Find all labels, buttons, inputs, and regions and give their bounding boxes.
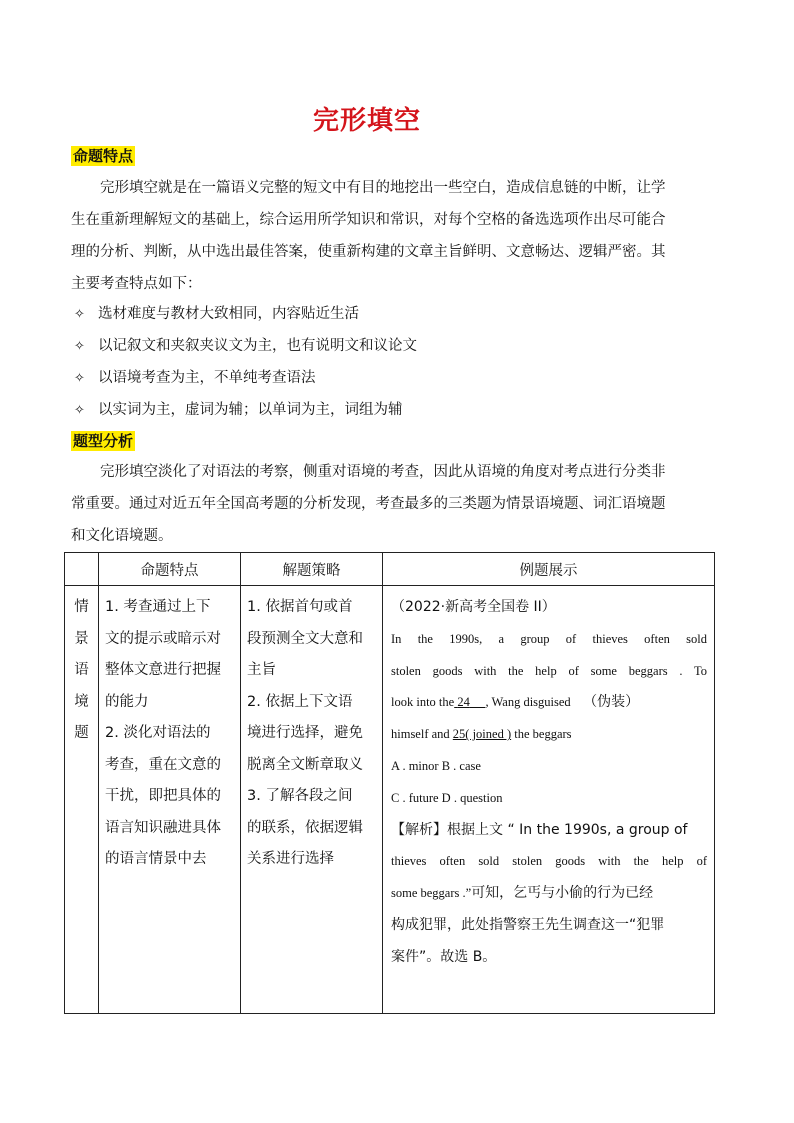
- category-char: 题: [74, 725, 89, 741]
- strategy-line: 1. 依据首句或首: [247, 599, 353, 615]
- example-text: , Wang disguised: [485, 695, 571, 710]
- intro-line: 主要考查特点如下：: [71, 276, 202, 292]
- analysis-text: 根据上文 “ In the 1990s, a group of: [447, 821, 688, 838]
- category-char: 语: [74, 662, 89, 678]
- diamond-bullet-icon: ✧: [74, 403, 85, 418]
- features-cell: [99, 586, 241, 1014]
- features-line: 文的提示或暗示对: [105, 630, 221, 647]
- strategy-line: 主旨: [247, 662, 276, 678]
- analysis-text: some beggars .”: [391, 886, 472, 901]
- bullet-text: 以实词为主，虚词为辅；以单词为主，词组为辅: [98, 402, 403, 418]
- bullet-item: [74, 336, 417, 357]
- bullet-item: [74, 400, 403, 421]
- features-line: 的能力: [105, 693, 149, 710]
- analysis-text: 构成犯罪，此处指警察王先生调查这一“犯罪: [391, 916, 665, 933]
- strategy-line: 的联系，依据逻辑: [247, 819, 363, 836]
- options-line: C . future D . question: [391, 790, 503, 805]
- strategy-line: 脱离全文断章取义: [247, 756, 363, 773]
- analysis-paragraph: [71, 456, 723, 552]
- bullet-text: 以记叙文和夹叙夹议文为主，也有说明文和议论文: [98, 338, 417, 354]
- question-type-table: [64, 552, 715, 1014]
- example-text: the beggars: [511, 727, 572, 742]
- analysis-tag: 【解析】: [391, 821, 447, 838]
- category-char: 境: [74, 693, 89, 710]
- features-line: 干扰，即把具体的: [105, 788, 221, 804]
- analysis-text: thieves often sold stolen goods with the help of: [391, 854, 707, 869]
- strategy-line: 3. 了解各段之间: [247, 788, 353, 804]
- example-line: [391, 687, 707, 719]
- table-header-cell: 解题策略: [241, 553, 383, 586]
- intro-line: 完形填空就是在一篇语义完整的短文中有目的地挖出一些空白，造成信息链的中断，让学: [100, 180, 666, 196]
- category-cell: [65, 586, 99, 1014]
- example-line: In the 1990s, a group of thieves often sold: [391, 631, 707, 646]
- options-line: A . minor B . case: [391, 758, 481, 773]
- example-text: （伪装）: [583, 694, 640, 711]
- analysis-line: [391, 815, 707, 847]
- features-line: 1. 考查通过上下: [105, 599, 211, 615]
- intro-line: 生在重新理解短文的基础上，综合运用所学知识和常识，对每个空格的备选选项作出尽可能合: [71, 212, 666, 228]
- page-title: 完形填空: [312, 106, 421, 136]
- table-header-cell: 命题特点: [99, 553, 241, 586]
- strategy-line: 境进行选择，避免: [247, 725, 363, 741]
- strategy-line: 关系进行选择: [247, 851, 334, 867]
- example-line: stolen goods with the help of some beggars . To: [391, 663, 707, 678]
- analysis-line: 常重要。通过对近五年全国高考题的分析发现，考查最多的三类题为情景语境题、词汇语境题: [71, 496, 666, 512]
- features-line: 的语言情景中去: [105, 851, 207, 867]
- table-header-row: [65, 553, 715, 586]
- intro-paragraph: [71, 172, 723, 300]
- strategy-cell: [241, 586, 383, 1014]
- blank-24: [454, 695, 485, 709]
- table-header-cell: 例题展示: [383, 553, 715, 586]
- example-text: look into the: [391, 695, 455, 710]
- features-line: 2. 淡化对语法的: [105, 725, 211, 741]
- category-char: 景: [74, 630, 89, 647]
- features-line: 语言知识融进具体: [105, 819, 221, 836]
- strategy-line: 段预测全文大意和: [247, 630, 363, 647]
- diamond-bullet-icon: ✧: [74, 307, 85, 322]
- blank-25: 25( joined ): [452, 727, 512, 742]
- section-heading-analysis: 题型分析: [73, 432, 134, 450]
- bullet-text: 以语境考查为主，不单纯考查语法: [98, 370, 316, 386]
- diamond-bullet-icon: ✧: [74, 339, 85, 354]
- analysis-line: [391, 878, 707, 910]
- bullet-text: 选材难度与教材大致相同，内容贴近生活: [98, 306, 359, 322]
- example-line: [391, 719, 707, 751]
- example-cell: [383, 586, 715, 1014]
- features-line: 考查，重在文意的: [105, 756, 221, 773]
- analysis-text: 可知，乞丐与小偷的行为已经: [471, 885, 654, 902]
- bullet-item: [74, 304, 359, 325]
- strategy-line: 2. 依据上下文语: [247, 693, 353, 710]
- table-header-cell: [65, 553, 99, 586]
- analysis-line: 和文化语境题。: [71, 528, 173, 544]
- example-source: （2022·新高考全国卷 II）: [391, 599, 556, 615]
- category-char: 情: [74, 599, 89, 615]
- analysis-text: 案件”。故选 B。: [391, 948, 497, 965]
- table-row: [65, 586, 715, 1014]
- features-line: 整体文意进行把握: [105, 662, 221, 678]
- diamond-bullet-icon: ✧: [74, 371, 85, 386]
- bullet-item: [74, 368, 316, 389]
- section-heading-features: 命题特点: [73, 147, 134, 165]
- blank-number: 24: [457, 695, 470, 710]
- example-text: himself and: [391, 727, 453, 742]
- analysis-line: 完形填空淡化了对语法的考察，侧重对语境的考查，因此从语境的角度对考点进行分类非: [100, 464, 666, 480]
- intro-line: 理的分析、判断，从中选出最佳答案，使重新构建的文章主旨鲜明、文意畅达、逻辑严密。其: [71, 244, 666, 260]
